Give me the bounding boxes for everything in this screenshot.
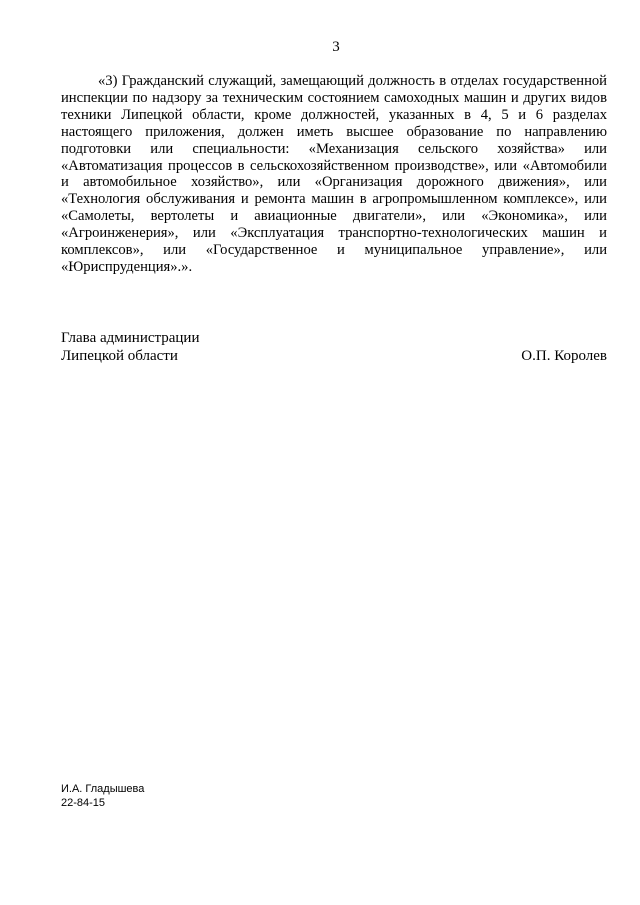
signature-line (61, 347, 607, 365)
executor-name: И.А. Гладышева (61, 783, 145, 795)
signatory-title-line2: Липецкой области (61, 348, 178, 364)
signatory-title-line1: Глава администрации (61, 330, 200, 346)
executor-footer (61, 782, 144, 810)
executor-phone: 22-84-15 (61, 797, 106, 809)
signatory-name: О.П. Королев (521, 348, 607, 364)
signature-block (61, 329, 607, 365)
body-paragraph: «3) Гражданский служащий, замещающий должность в отделах государственной инспекции по надзору за техническим состоянием самоходных машин и других видов техники Липецкой области, кроме должностей, указанных в 4, 5 и 6 разделах настоящего приложения, должен иметь высшее образование по направлению подготовки или специальности: «Механизация сельского хозяйства» или «Автоматизация процессов в сельскохозяйственном производстве», или «Автомобили и автомобильное хозяйство», или «Организация дорожного движения», или «Технология обслуживания и ремонта машин в агропромышленном комплексе», или «Самолеты, вертолеты и авиационные двигатели», или «Экономика», или «Агроинженерия», или «Эксплуатация транспортно-технологических машин и комплексов», или «Государственное и муниципальное управление», или «Юриспруденция».». (61, 73, 607, 275)
page-number: 3 (332, 39, 340, 55)
